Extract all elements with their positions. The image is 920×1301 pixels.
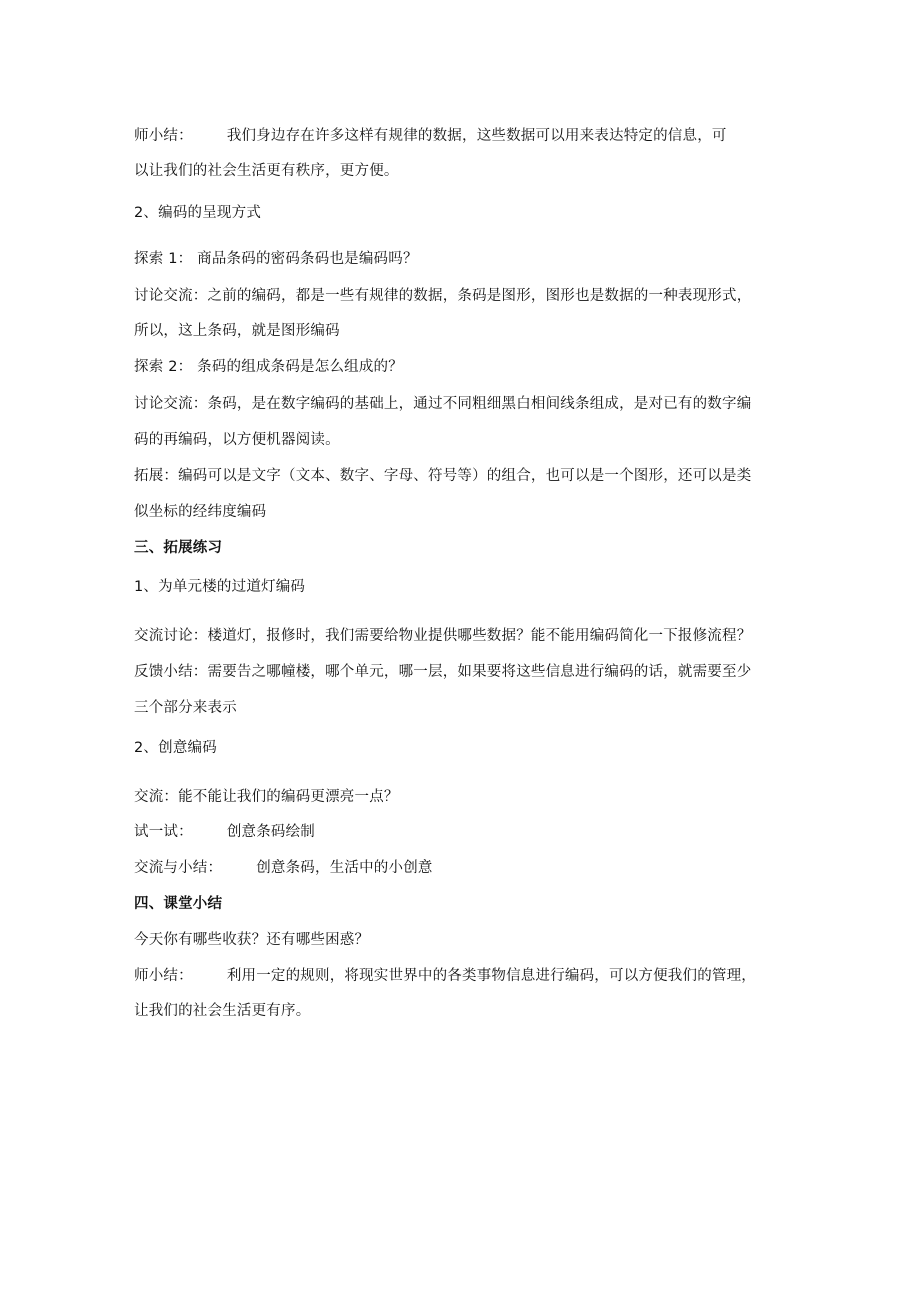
- section-4-question: 今天你有哪些收获？还有哪些困惑？: [134, 932, 370, 948]
- teacher-summary-line-1: [134, 126, 727, 146]
- discussion-2-line-1: 讨论交流：条码，是在数字编码的基础上，通过不同粗细黑白相间线条组成，是对已有的数字编: [134, 396, 752, 412]
- section-3-exchange: 交流：能不能让我们的编码更漂亮一点？: [134, 789, 399, 805]
- final-summary-line-1: [134, 966, 756, 986]
- extension-line-1: 拓展：编码可以是文字（文本、数字、字母、符号等）的组合，也可以是一个图形，还可以是类: [134, 468, 752, 484]
- section-4-heading: 四、课堂小结: [134, 896, 223, 912]
- final-summary-text: 利用一定的规则，将现实世界中的各类事物信息进行编码，可以方便我们的管理，: [226, 968, 757, 984]
- exchange-summary-text: 创意条码，生活中的小创意: [256, 860, 433, 876]
- heading-encoding-presentation: 2、编码的呈现方式: [134, 205, 262, 221]
- section-3-feedback-line-1: 反馈小结：需要告之哪幢楼，哪个单元，哪一层，如果要将这些信息进行编码的话，就需要至少: [134, 664, 752, 680]
- teacher-summary-text: 我们身边存在许多这样有规律的数据，这些数据可以用来表达特定的信息，可: [226, 128, 727, 144]
- try-it-label: 试一试：: [134, 824, 193, 840]
- discussion-1-line-2: 所以，这上条码，就是图形编码: [134, 323, 340, 339]
- exchange-summary-label: 交流与小结：: [134, 860, 223, 876]
- discussion-2-line-2: 码的再编码，以方便机器阅读。: [134, 432, 340, 448]
- teacher-summary-line-2: 以让我们的社会生活更有秩序，更方便。: [134, 163, 399, 179]
- discussion-1-line-1: 讨论交流：之前的编码，都是一些有规律的数据，条码是图形，图形也是数据的一种表现形式，: [134, 288, 752, 304]
- section-3-discussion: 交流讨论：楼道灯，报修时，我们需要给物业提供哪些数据？能不能用编码简化一下报修流程？: [134, 628, 752, 644]
- try-it-text: 创意条码绘制: [226, 824, 316, 840]
- exchange-summary-line: [134, 858, 433, 878]
- teacher-summary-label: 师小结：: [134, 128, 193, 144]
- final-summary-label: 师小结：: [134, 968, 193, 984]
- explore-1: 探索 1： 商品条码的密码条码也是编码吗？: [134, 251, 418, 267]
- try-it-line: [134, 822, 315, 842]
- explore-2: 探索 2： 条码的组成条码是怎么组成的？: [134, 359, 403, 375]
- section-3-item-2: 2、创意编码: [134, 740, 217, 756]
- section-3-heading: 三、拓展练习: [134, 540, 223, 556]
- section-3-feedback-line-2: 三个部分来表示: [134, 700, 237, 716]
- final-summary-line-2: 让我们的社会生活更有序。: [134, 1003, 311, 1019]
- extension-line-2: 似坐标的经纬度编码: [134, 504, 267, 520]
- section-3-item-1: 1、为单元楼的过道灯编码: [134, 579, 306, 595]
